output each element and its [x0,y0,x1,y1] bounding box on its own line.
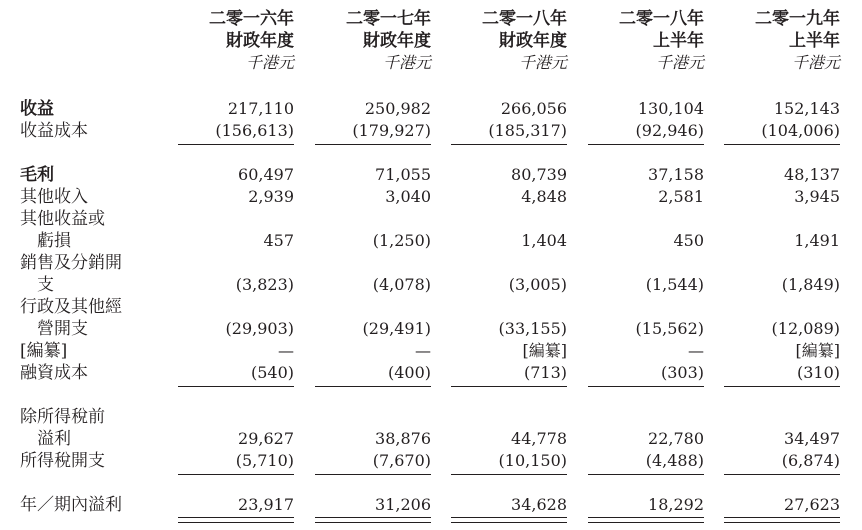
table-cell: (1,849) [781,275,840,294]
table-cell: 60,497 [238,165,294,184]
column-header-line2: 上半年 [789,31,840,51]
table-cell: (7,670) [372,451,431,470]
table-cell: 37,158 [648,165,704,184]
table-cell: (3,005) [508,275,567,294]
subtotal-rule [724,386,840,387]
table-cell: 34,497 [784,429,840,448]
row-label-income-tax: 所得稅開支 [20,451,105,471]
subtotal-rule [178,144,294,145]
table-cell: (92,946) [635,121,704,140]
total-double-rule [315,517,431,523]
column-header-line1: 二零一七年 [346,9,431,29]
column-header-unit: 千港元 [655,53,704,72]
table-cell: — [278,341,294,360]
table-cell: 80,739 [511,165,567,184]
table-cell: (540) [250,363,294,382]
table-cell: 2,939 [248,187,294,206]
row-label-selling-expenses: 銷售及分銷開 [20,253,122,273]
column-header-line2: 上半年 [653,31,704,51]
table-cell: 3,945 [794,187,840,206]
subtotal-rule [588,474,704,475]
table-cell: 217,110 [227,99,294,118]
column-header [311,8,431,74]
column-header-unit: 千港元 [245,53,294,72]
table-cell: 29,627 [238,429,294,448]
table-cell: 22,780 [648,429,704,448]
table-cell: (29,903) [225,319,294,338]
table-cell: 44,778 [511,429,567,448]
column-header-line2: 財政年度 [363,31,431,51]
table-cell: 23,917 [238,495,294,514]
table-cell: 1,491 [794,231,840,250]
table-cell: (10,150) [498,451,567,470]
row-label-profit-for-period: 年／期內溢利 [20,495,122,515]
column-header [720,8,840,74]
table-cell: (12,089) [771,319,840,338]
table-cell: (33,155) [498,319,567,338]
row-label-redacted: [編纂] [20,341,68,361]
total-double-rule [178,517,294,523]
table-cell: 31,206 [375,495,431,514]
row-label-other-gains-losses: 其他收益或 [20,209,105,229]
table-cell: 2,581 [658,187,704,206]
row-label-gross-profit: 毛利 [20,165,54,185]
subtotal-rule [451,144,567,145]
table-cell: (5,710) [235,451,294,470]
total-double-rule [451,517,567,523]
table-cell: (104,006) [761,121,840,140]
column-header-unit: 千港元 [382,53,431,72]
table-cell: 18,292 [648,495,704,514]
table-cell: 27,623 [784,495,840,514]
table-cell: 152,143 [773,99,840,118]
column-header-line1: 二零一六年 [209,9,294,29]
subtotal-rule [451,474,567,475]
column-header [584,8,704,74]
table-cell: (4,488) [645,451,704,470]
row-label-profit-before-tax: 除所得稅前 [20,407,105,427]
column-header [174,8,294,74]
table-cell: 4,848 [521,187,567,206]
subtotal-rule [315,144,431,145]
subtotal-rule [724,474,840,475]
table-cell: (15,562) [635,319,704,338]
table-cell: 1,404 [521,231,567,250]
column-header-line1: 二零一八年 [619,9,704,29]
table-cell: 38,876 [375,429,431,448]
column-header-line2: 財政年度 [499,31,567,51]
subtotal-rule [178,474,294,475]
row-label-other-income: 其他收入 [20,187,88,207]
table-cell: — [415,341,431,360]
column-header-unit: 千港元 [791,53,840,72]
table-cell: (156,613) [215,121,294,140]
row-label-revenue: 收益 [20,99,54,119]
table-cell: 48,137 [784,165,840,184]
row-label-selling-expenses-cont: 支 [20,275,54,295]
table-cell: (185,317) [488,121,567,140]
table-cell: 266,056 [500,99,567,118]
subtotal-rule [588,144,704,145]
subtotal-rule [315,474,431,475]
row-label-admin-expenses: 行政及其他經 [20,297,122,317]
table-cell: (1,544) [645,275,704,294]
table-cell: (29,491) [362,319,431,338]
table-cell: (400) [387,363,431,382]
table-cell: (4,078) [372,275,431,294]
column-header-line1: 二零一九年 [755,9,840,29]
table-cell: — [688,341,704,360]
table-cell: 130,104 [637,99,704,118]
table-cell: [編纂] [522,341,567,360]
table-cell: (303) [660,363,704,382]
total-double-rule [724,517,840,523]
row-label-finance-costs: 融資成本 [20,363,88,383]
row-label-admin-expenses-cont: 營開支 [20,319,88,339]
table-cell: 3,040 [385,187,431,206]
subtotal-rule [588,386,704,387]
table-cell: [編纂] [795,341,840,360]
subtotal-rule [451,386,567,387]
table-cell: 250,982 [364,99,431,118]
column-header-unit: 千港元 [518,53,567,72]
subtotal-rule [724,144,840,145]
row-label-profit-before-tax-cont: 溢利 [20,429,71,449]
table-cell: 71,055 [375,165,431,184]
column-header-line2: 財政年度 [226,31,294,51]
table-cell: 34,628 [511,495,567,514]
table-cell: (310) [796,363,840,382]
table-cell: 457 [263,231,294,250]
row-label-cost-of-revenue: 收益成本 [20,121,88,141]
table-cell: 450 [673,231,704,250]
table-cell: (3,823) [235,275,294,294]
subtotal-rule [178,386,294,387]
table-cell: (179,927) [352,121,431,140]
total-double-rule [588,517,704,523]
table-cell: (713) [523,363,567,382]
column-header [447,8,567,74]
table-cell: (1,250) [372,231,431,250]
column-header-line1: 二零一八年 [482,9,567,29]
subtotal-rule [315,386,431,387]
row-label-other-gains-losses-cont: 虧損 [20,231,71,251]
table-cell: (6,874) [781,451,840,470]
